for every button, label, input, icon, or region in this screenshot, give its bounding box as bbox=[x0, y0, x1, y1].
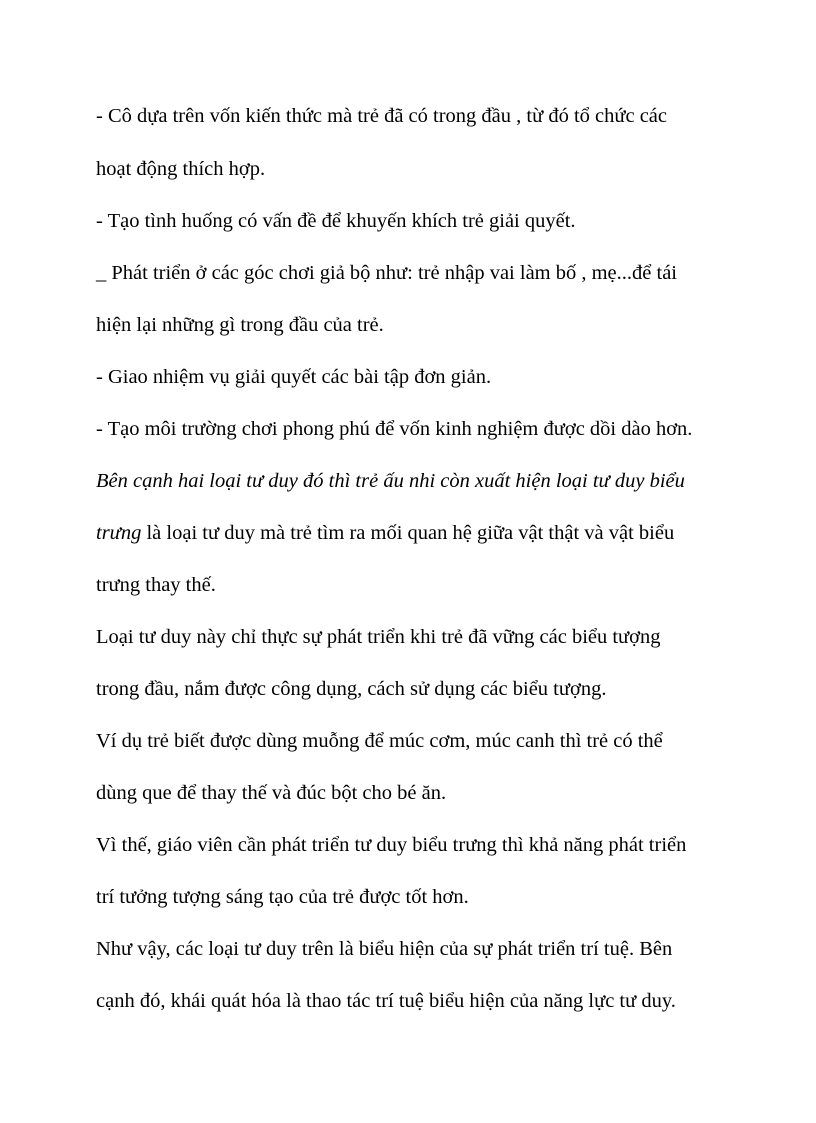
italic-text-line: Bên cạnh hai loại tư duy đó thì trẻ ấu nhi còn xuất hiện loại tư duy biểu bbox=[96, 470, 685, 492]
text-line: trong đầu, nắm được công dụng, cách sử dụng các biểu tượng. bbox=[96, 678, 607, 700]
text-line: _ Phát triển ở các góc chơi giả bộ như: trẻ nhập vai làm bố , mẹ...để tái bbox=[96, 262, 677, 284]
text-line: cạnh đó, khái quát hóa là thao tác trí tuệ biểu hiện của năng lực tư duy. bbox=[96, 990, 676, 1012]
text-line: hiện lại những gì trong đầu của trẻ. bbox=[96, 314, 384, 336]
text-line: Loại tư duy này chỉ thực sự phát triển khi trẻ đã vững các biểu tượng bbox=[96, 626, 661, 648]
text-line: hoạt động thích hợp. bbox=[96, 158, 266, 180]
text-line: - Cô dựa trên vốn kiến thức mà trẻ đã có trong đầu , từ đó tổ chức các bbox=[96, 105, 667, 127]
text-line: trí tưởng tượng sáng tạo của trẻ được tốt hơn. bbox=[96, 886, 469, 908]
text-line-mixed bbox=[96, 521, 674, 545]
text-line: - Giao nhiệm vụ giải quyết các bài tập đơn giản. bbox=[96, 366, 492, 388]
text-line: - Tạo môi trường chơi phong phú để vốn kinh nghiệm được dồi dào hơn. bbox=[96, 418, 693, 440]
text-line: Như vậy, các loại tư duy trên là biểu hiện của sự phát triển trí tuệ. Bên bbox=[96, 938, 673, 960]
text-line: dùng que để thay thế và đúc bột cho bé ăn. bbox=[96, 782, 447, 804]
text-line: - Tạo tình huống có vấn đề để khuyến khích trẻ giải quyết. bbox=[96, 210, 576, 232]
text-line: Ví dụ trẻ biết được dùng muỗng để múc cơm, múc canh thì trẻ có thể bbox=[96, 730, 663, 752]
text-line: Vì thế, giáo viên cần phát triển tư duy biểu trưng thì khả năng phát triển bbox=[96, 834, 687, 856]
italic-term: trưng bbox=[96, 522, 142, 544]
text-line: trưng thay thế. bbox=[96, 574, 216, 596]
text-continuation: là loại tư duy mà trẻ tìm ra mối quan hệ giữa vật thật và vật biểu bbox=[141, 522, 675, 544]
